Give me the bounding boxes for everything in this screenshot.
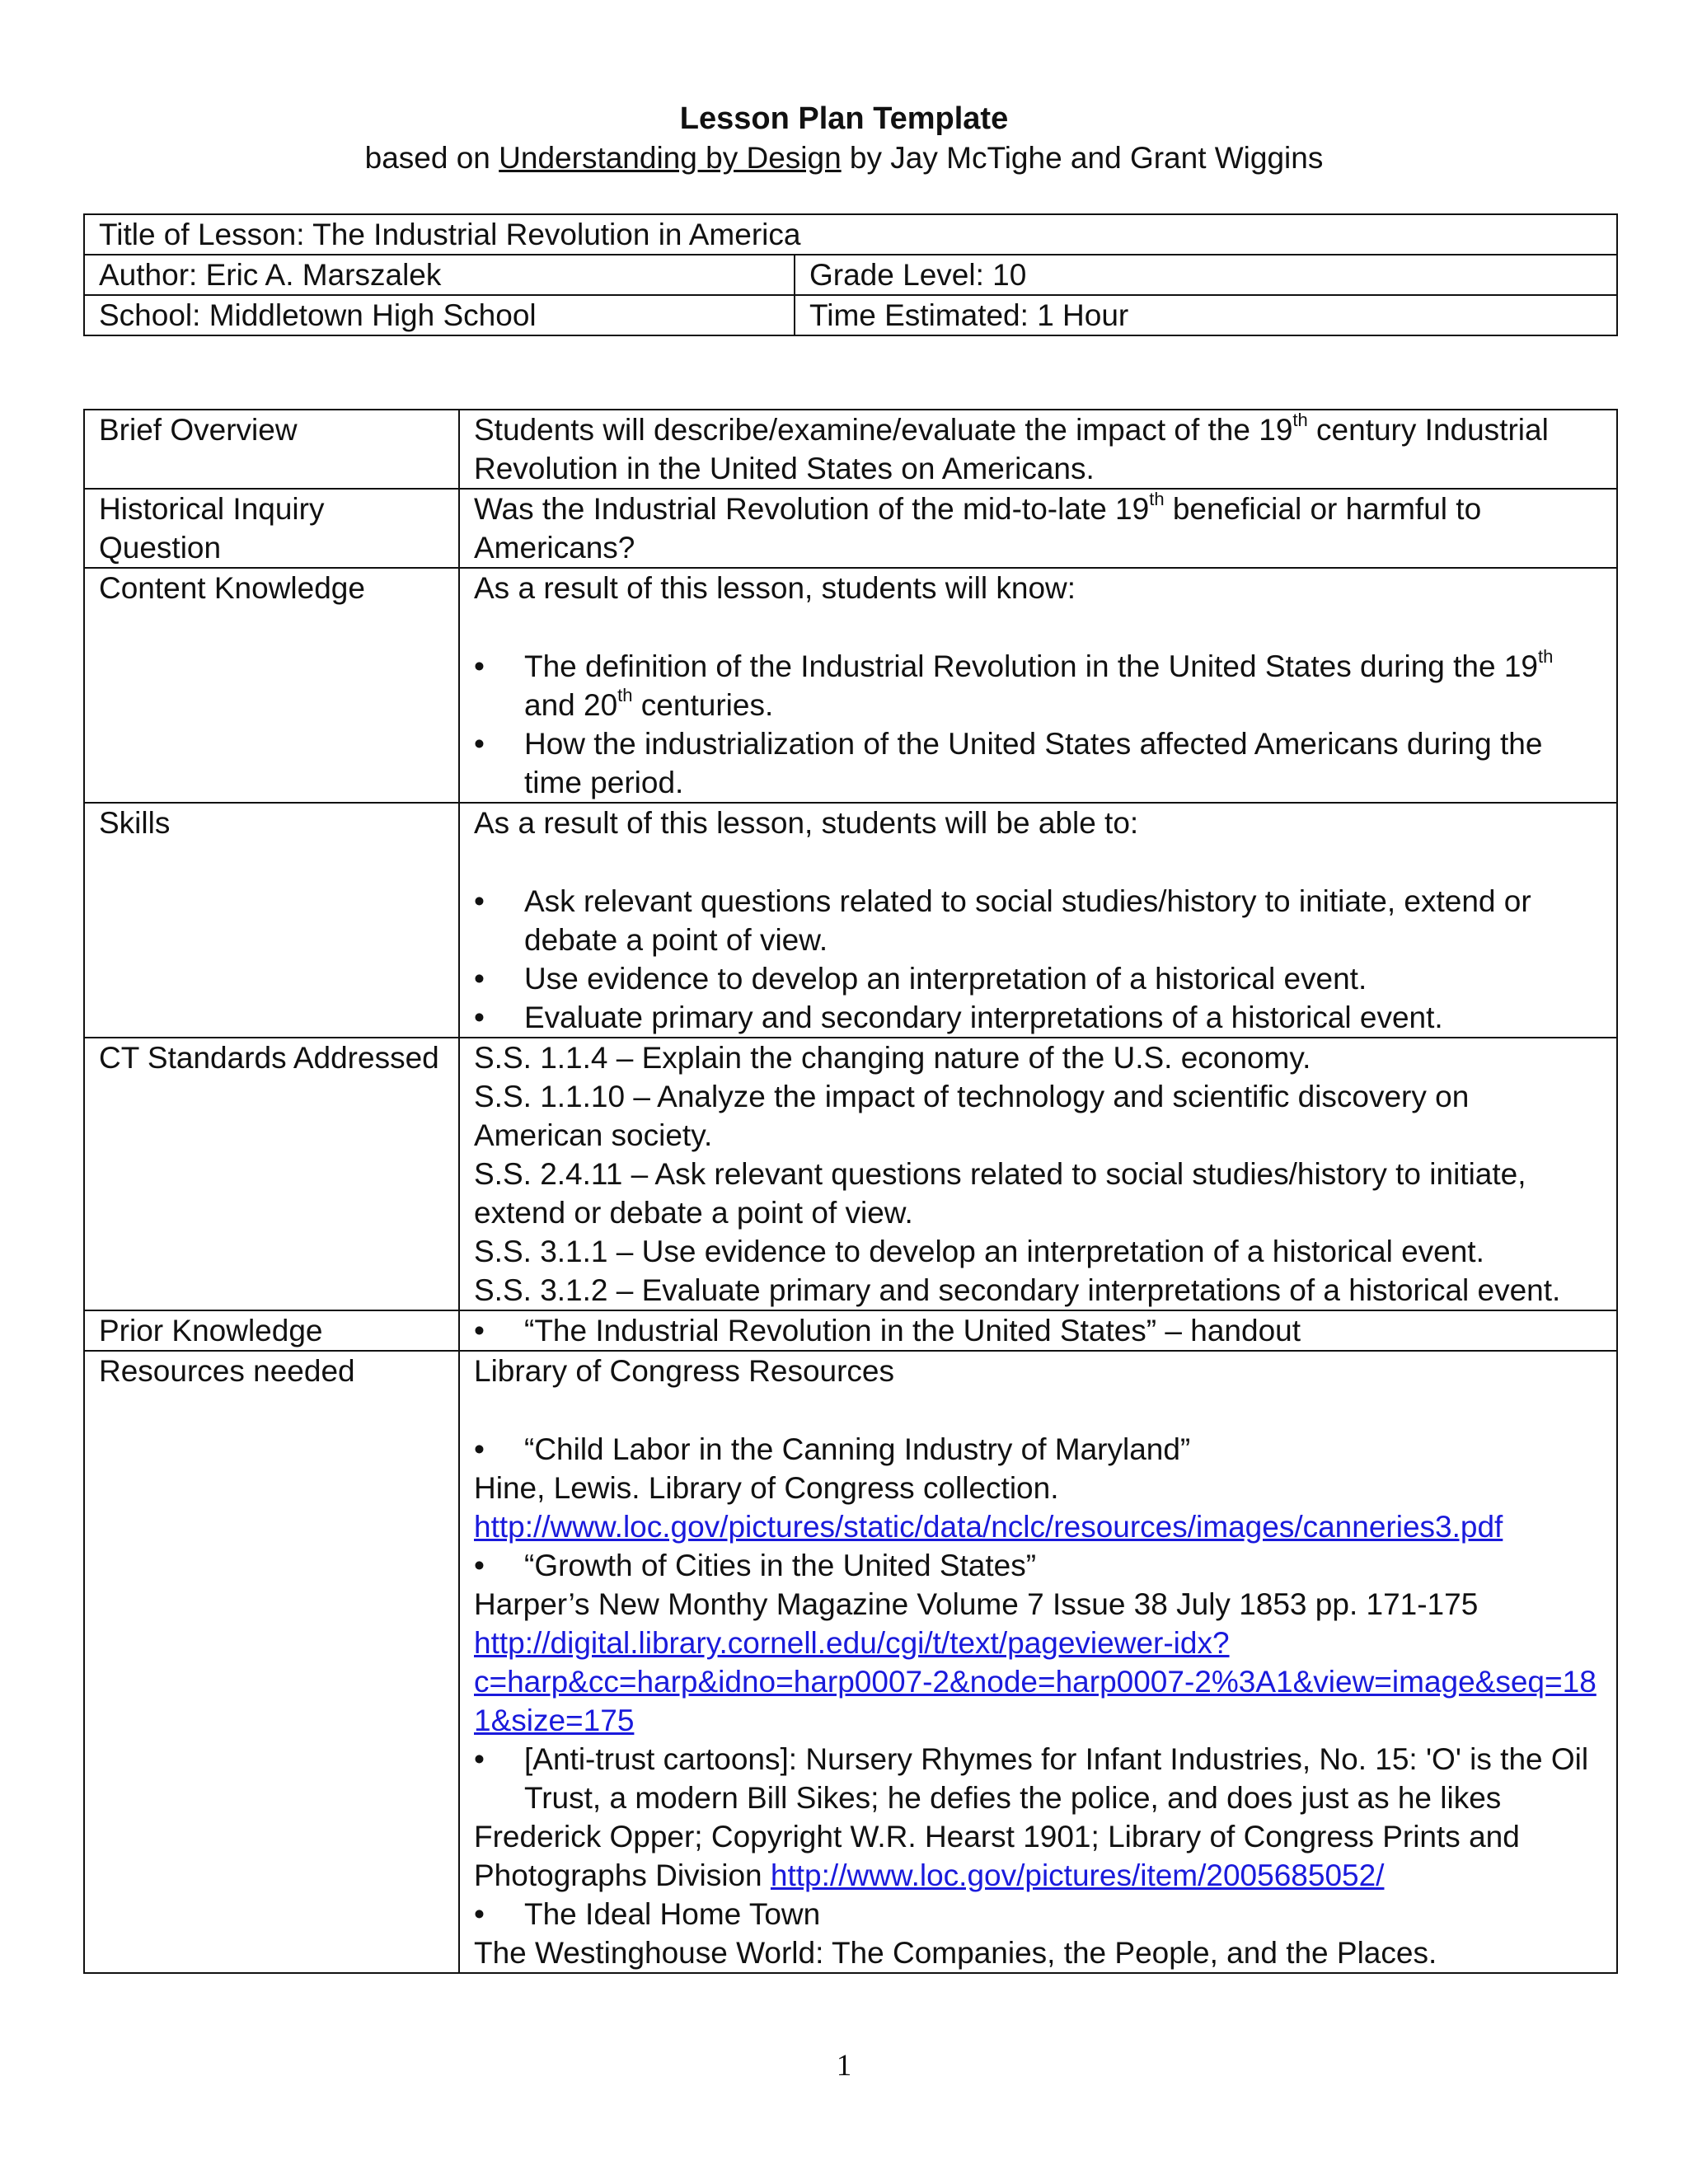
lesson-info-table (83, 213, 1618, 336)
table-row (84, 803, 1617, 1038)
list-item: • How the industrialization of the United States affected Americans during the time period. (474, 724, 1603, 802)
resource-url-line[interactable] (474, 1624, 1603, 1662)
document-subtitle (0, 138, 1688, 178)
ordinal-suffix: th (617, 684, 633, 705)
subtitle-book-title: Understanding by Design (499, 141, 842, 175)
resources-label: Resources needed (84, 1351, 459, 1973)
inquiry-text-part: Was the Industrial Revolution of the mid-to-late 19 (474, 492, 1150, 526)
standard-line: S.S. 3.1.1 – Use evidence to develop an interpretation of a historical event. (474, 1235, 1484, 1268)
table-row (84, 489, 1617, 568)
prior-knowledge-text (459, 1310, 1617, 1351)
resource-url-line[interactable] (474, 1662, 1603, 1740)
table-row (84, 1351, 1617, 1973)
bullet-icon: • (474, 1742, 485, 1776)
table-row (84, 1310, 1617, 1351)
inquiry-question-label: Historical Inquiry Question (84, 489, 459, 568)
table-row (84, 1038, 1617, 1310)
document-title: Lesson Plan Template (679, 101, 1009, 136)
resource-title-text: The Ideal Home Town (524, 1897, 821, 1931)
author: Author: Eric A. Marszalek (84, 255, 795, 295)
school: School: Middletown High School (84, 295, 795, 335)
prior-knowledge-label: Prior Knowledge (84, 1310, 459, 1351)
resource-title (474, 1546, 1603, 1585)
resource-citation: Harper’s New Monthy Magazine Volume 7 Issue 38 July 1853 pp. 171-175 (474, 1587, 1479, 1621)
bullet-icon: • (474, 1897, 485, 1931)
overview-text-part: century Industrial Revolution in the United States on Americans. (474, 413, 1549, 485)
resources-heading: Library of Congress Resources (474, 1354, 894, 1388)
resource-title (474, 1740, 1603, 1817)
subtitle-suffix: by Jay McTighe and Grant Wiggins (841, 141, 1324, 175)
item-text-part: centuries. (632, 688, 774, 722)
table-row (84, 214, 1617, 255)
content-intro: As a result of this lesson, students will know: (474, 571, 1076, 605)
resource-citation: Hine, Lewis. Library of Congress collection. (474, 1471, 1059, 1505)
title-of-lesson: Title of Lesson: The Industrial Revolution in America (84, 214, 1617, 255)
ordinal-suffix: th (1149, 488, 1165, 509)
resource-link[interactable]: http://digital.library.cornell.edu/cgi/t/text/pageviewer-idx? (474, 1626, 1230, 1660)
subtitle-prefix: based on (364, 141, 499, 175)
content-list (474, 647, 1603, 802)
document-header (0, 99, 1688, 178)
item-text-part: and 20 (524, 688, 618, 722)
bullet-icon: • (474, 1432, 485, 1466)
skills-label: Skills (84, 803, 459, 1038)
content-knowledge-label: Content Knowledge (84, 568, 459, 803)
skills-text (459, 803, 1617, 1038)
standard-line: S.S. 1.1.4 – Explain the changing nature of the U.S. economy. (474, 1041, 1311, 1075)
inquiry-text-part: beneficial or harmful to Americans? (474, 492, 1482, 565)
skills-intro: As a result of this lesson, students will be able to: (474, 806, 1139, 840)
ordinal-suffix: th (1538, 645, 1554, 667)
bullet-icon: • (474, 1549, 485, 1582)
resource-link[interactable]: c=harp&cc=harp&idno=harp0007-2&node=harp0007-2%3A1&view=image&seq=181&size=175 (474, 1665, 1597, 1737)
resource-title-text: “Child Labor in the Canning Industry of Maryland” (524, 1432, 1191, 1466)
brief-overview-label: Brief Overview (84, 410, 459, 489)
page-number: 1 (836, 2049, 852, 2083)
overview-text-part: Students will describe/examine/evaluate the impact of the 19 (474, 413, 1293, 447)
brief-overview-text (459, 410, 1617, 489)
content-knowledge-text (459, 568, 1617, 803)
grade-level: Grade Level: 10 (795, 255, 1617, 295)
resource-citation (474, 1817, 1603, 1895)
prior-list (474, 1311, 1603, 1350)
list-item: • Evaluate primary and secondary interpretations of a historical event. (474, 998, 1603, 1037)
list-item (474, 647, 1603, 724)
resource-citation-text: Frederick Opper; Copyright W.R. Hearst 1901; Library of Congress Prints and Photographs Division (474, 1820, 1520, 1892)
ct-standards-text (459, 1038, 1617, 1310)
table-row (84, 295, 1617, 335)
skills-list (474, 882, 1603, 1037)
ordinal-suffix: th (1292, 409, 1308, 430)
resource-link[interactable]: http://www.loc.gov/pictures/item/2005685052/ (770, 1858, 1385, 1892)
resources-text (459, 1351, 1617, 1973)
resource-title-text: “Growth of Cities in the United States” (524, 1549, 1037, 1582)
resource-title (474, 1895, 1603, 1933)
list-item: • “The Industrial Revolution in the United States” – handout (474, 1311, 1603, 1350)
resource-url-line[interactable] (474, 1507, 1603, 1546)
inquiry-question-text (459, 489, 1617, 568)
lesson-plan-table (83, 409, 1618, 1974)
standard-line: S.S. 1.1.10 – Analyze the impact of technology and scientific discovery on American society. (474, 1080, 1470, 1152)
table-row (84, 568, 1617, 803)
resource-title (474, 1430, 1603, 1469)
table-row (84, 255, 1617, 295)
resource-title-text: [Anti-trust cartoons]: Nursery Rhymes for Infant Industries, No. 15: 'O' is the Oil Trust, a modern Bill Sikes; he defies the police, and does just as he likes (524, 1742, 1589, 1815)
standard-line: S.S. 3.1.2 – Evaluate primary and secondary interpretations of a historical event. (474, 1273, 1561, 1307)
table-row (84, 410, 1617, 489)
item-text-part: The definition of the Industrial Revolution in the United States during the 19 (524, 649, 1538, 683)
ct-standards-label: CT Standards Addressed (84, 1038, 459, 1310)
time-estimated: Time Estimated: 1 Hour (795, 295, 1617, 335)
standard-line: S.S. 2.4.11 – Ask relevant questions related to social studies/history to initiate, extend or debate a point of view. (474, 1157, 1526, 1230)
resource-link[interactable]: http://www.loc.gov/pictures/static/data/nclc/resources/images/canneries3.pdf (474, 1510, 1503, 1544)
list-item: • Use evidence to develop an interpretation of a historical event. (474, 959, 1603, 998)
list-item: • Ask relevant questions related to social studies/history to initiate, extend or debate a point of view. (474, 882, 1603, 959)
resource-citation: The Westinghouse World: The Companies, the People, and the Places. (474, 1936, 1437, 1970)
